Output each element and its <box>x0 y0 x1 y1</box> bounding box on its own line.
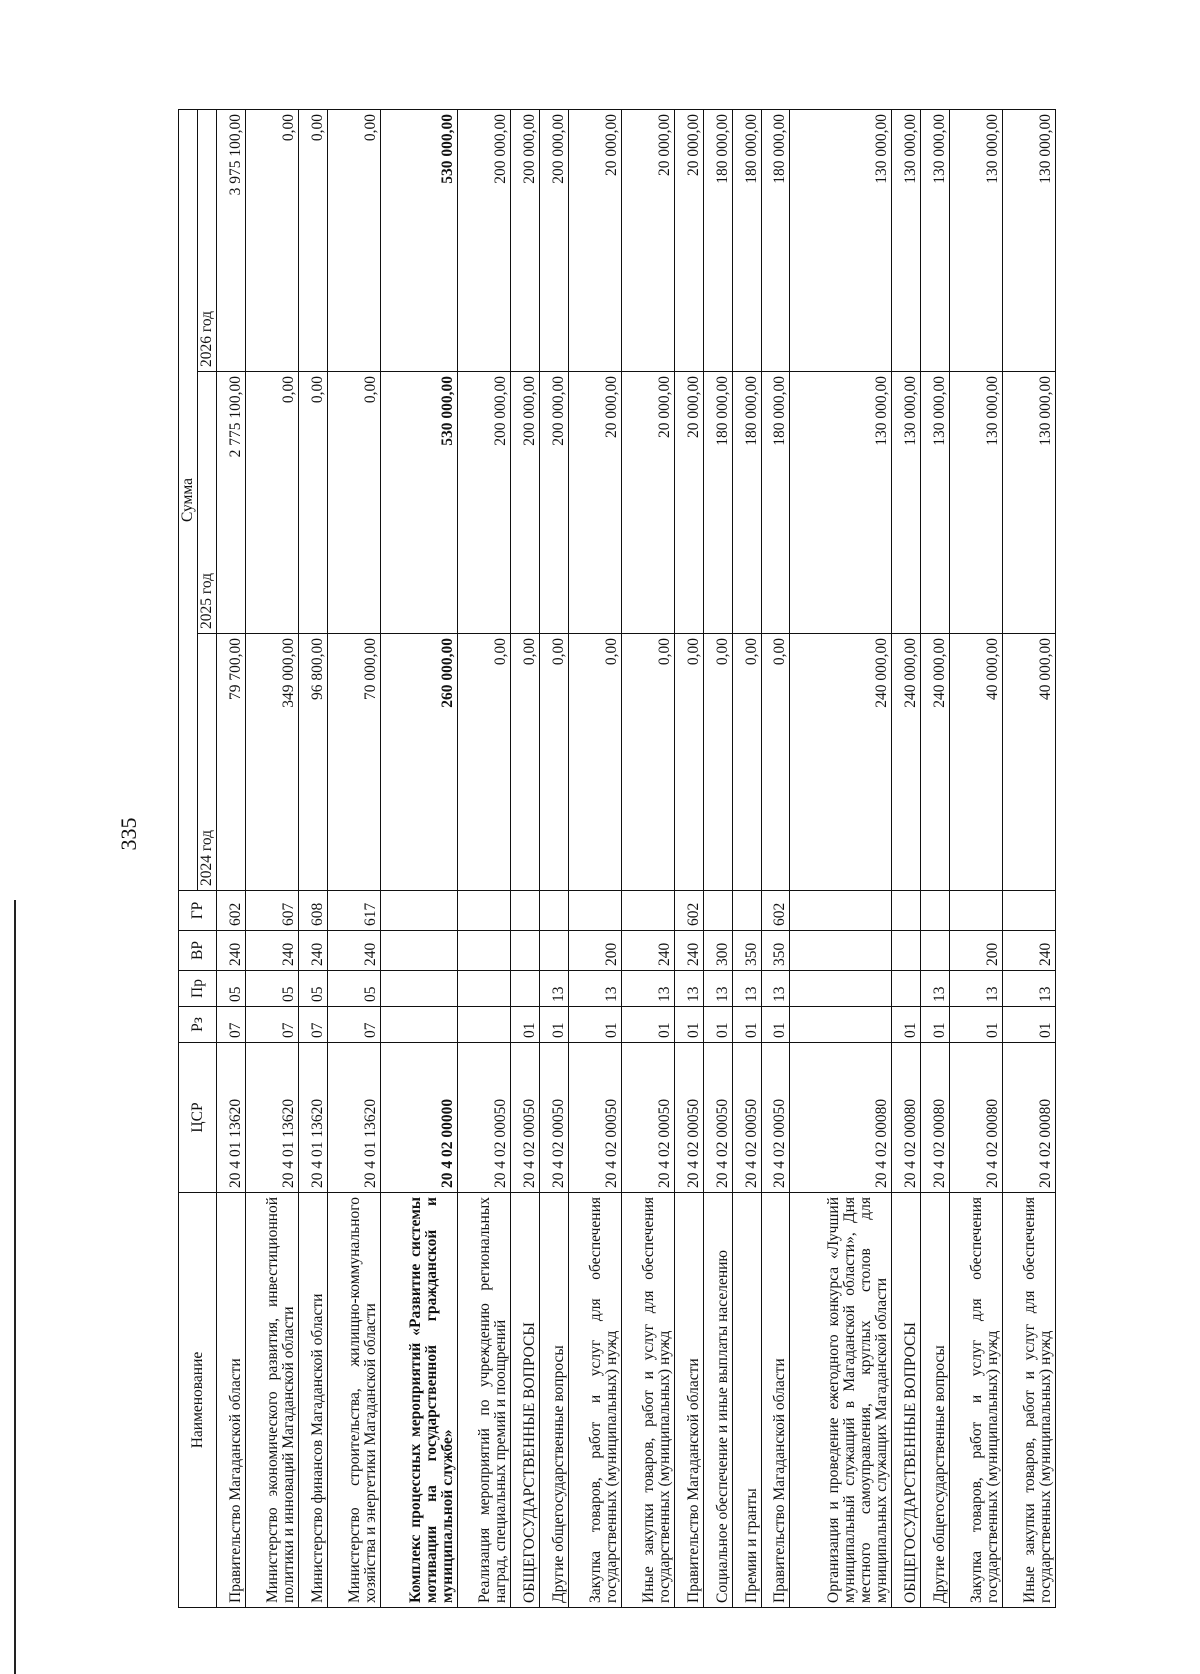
cell-csr: 20 4 01 13620 <box>327 1043 380 1193</box>
cell-csr: 20 4 02 00050 <box>732 1043 761 1193</box>
cell-pr: 13 <box>732 971 761 1007</box>
cell-pr: 13 <box>540 971 569 1007</box>
table-row <box>920 109 949 1607</box>
cell-name: ОБЩЕГОСУДАРСТВЕННЫЕ ВОПРОСЫ <box>511 1193 540 1608</box>
cell-y2024: 240 000,00 <box>790 634 892 891</box>
table-row <box>458 109 511 1607</box>
cell-y2026: 130 000,00 <box>790 109 892 371</box>
cell-gr: 602 <box>761 891 790 931</box>
cell-vr: 240 <box>327 931 380 971</box>
cell-gr <box>920 891 949 931</box>
table-row <box>790 109 892 1607</box>
cell-y2024: 0,00 <box>540 634 569 891</box>
cell-y2025: 0,00 <box>245 372 298 634</box>
cell-y2025: 200 000,00 <box>458 372 511 634</box>
cell-pr <box>891 971 920 1007</box>
cell-y2026: 200 000,00 <box>540 109 569 371</box>
cell-y2025: 180 000,00 <box>732 372 761 634</box>
cell-rz <box>380 1007 457 1043</box>
binding-edge-line <box>14 900 16 1674</box>
cell-y2026: 200 000,00 <box>511 109 540 371</box>
cell-gr: 602 <box>675 891 704 931</box>
cell-y2024: 0,00 <box>458 634 511 891</box>
cell-csr: 20 4 02 00050 <box>675 1043 704 1193</box>
cell-vr <box>790 931 892 971</box>
cell-name: Министерство строительства, жилищно-коммунального хозяйства и энергетики Магаданской области <box>327 1193 380 1608</box>
header-2026: 2026 год <box>198 109 217 371</box>
cell-csr: 20 4 01 13620 <box>245 1043 298 1193</box>
cell-csr: 20 4 02 00050 <box>761 1043 790 1193</box>
cell-y2025: 130 000,00 <box>1002 372 1055 634</box>
cell-name: Министерство экономического развития, инвестиционной политики и инноваций Магаданской области <box>245 1193 298 1608</box>
cell-vr <box>540 931 569 971</box>
cell-rz: 07 <box>298 1007 327 1043</box>
cell-y2026: 0,00 <box>245 109 298 371</box>
table-row <box>568 109 621 1607</box>
cell-gr: 602 <box>217 891 246 931</box>
cell-y2025: 180 000,00 <box>703 372 732 634</box>
cell-rz: 01 <box>761 1007 790 1043</box>
cell-name: Закупка товаров, работ и услуг для обеспечения государственных (муниципальных) нужд <box>949 1193 1002 1608</box>
cell-csr: 20 4 02 00080 <box>920 1043 949 1193</box>
cell-csr: 20 4 01 13620 <box>217 1043 246 1193</box>
header-gr: ГР <box>179 891 217 931</box>
cell-gr <box>949 891 1002 931</box>
cell-y2024: 349 000,00 <box>245 634 298 891</box>
cell-rz <box>790 1007 892 1043</box>
cell-y2024: 0,00 <box>622 634 675 891</box>
cell-vr: 200 <box>949 931 1002 971</box>
cell-gr <box>790 891 892 931</box>
cell-csr: 20 4 01 13620 <box>298 1043 327 1193</box>
cell-pr <box>511 971 540 1007</box>
cell-name: Закупка товаров, работ и услуг для обеспечения государственных (муниципальных) нужд <box>568 1193 621 1608</box>
cell-rz: 01 <box>920 1007 949 1043</box>
cell-name: Реализация мероприятий по учреждению региональных наград, специальных премий и поощрений <box>458 1193 511 1608</box>
cell-y2026: 200 000,00 <box>458 109 511 371</box>
cell-pr: 05 <box>217 971 246 1007</box>
table-row <box>949 109 1002 1607</box>
cell-name: Социальное обеспечение и иные выплаты населению <box>703 1193 732 1608</box>
cell-y2026: 180 000,00 <box>703 109 732 371</box>
cell-y2025: 200 000,00 <box>540 372 569 634</box>
cell-y2024: 240 000,00 <box>920 634 949 891</box>
cell-y2026: 530 000,00 <box>380 109 457 371</box>
cell-pr: 13 <box>675 971 704 1007</box>
cell-name: Министерство финансов Магаданской области <box>298 1193 327 1608</box>
cell-y2026: 0,00 <box>298 109 327 371</box>
cell-rz: 01 <box>511 1007 540 1043</box>
cell-y2025: 130 000,00 <box>891 372 920 634</box>
table-row <box>298 109 327 1607</box>
cell-csr: 20 4 02 00050 <box>568 1043 621 1193</box>
table-row <box>891 109 920 1607</box>
cell-rz: 01 <box>891 1007 920 1043</box>
cell-y2026: 20 000,00 <box>675 109 704 371</box>
table-row <box>217 109 246 1607</box>
cell-y2026: 130 000,00 <box>949 109 1002 371</box>
cell-y2024: 0,00 <box>732 634 761 891</box>
header-name: Наименование <box>179 1193 217 1608</box>
cell-y2026: 130 000,00 <box>891 109 920 371</box>
cell-y2024: 40 000,00 <box>949 634 1002 891</box>
cell-name: ОБЩЕГОСУДАРСТВЕННЫЕ ВОПРОСЫ <box>891 1193 920 1608</box>
cell-y2025: 20 000,00 <box>568 372 621 634</box>
cell-rz: 01 <box>732 1007 761 1043</box>
cell-vr: 240 <box>298 931 327 971</box>
cell-y2024: 0,00 <box>761 634 790 891</box>
cell-vr: 200 <box>568 931 621 971</box>
cell-y2026: 180 000,00 <box>732 109 761 371</box>
table-header-row <box>179 109 198 1607</box>
table-row <box>675 109 704 1607</box>
cell-y2026: 180 000,00 <box>761 109 790 371</box>
cell-rz: 01 <box>568 1007 621 1043</box>
cell-gr: 617 <box>327 891 380 931</box>
cell-vr: 240 <box>245 931 298 971</box>
cell-pr <box>380 971 457 1007</box>
cell-pr: 13 <box>622 971 675 1007</box>
cell-gr <box>622 891 675 931</box>
cell-y2025: 130 000,00 <box>949 372 1002 634</box>
cell-vr <box>380 931 457 971</box>
cell-csr: 20 4 02 00050 <box>458 1043 511 1193</box>
cell-gr <box>568 891 621 931</box>
budget-table <box>178 109 1056 1608</box>
cell-y2025: 2 775 100,00 <box>217 372 246 634</box>
header-rz: Рз <box>179 1007 217 1043</box>
cell-pr: 13 <box>949 971 1002 1007</box>
cell-gr <box>458 891 511 931</box>
table-row <box>380 109 457 1607</box>
cell-csr: 20 4 02 00080 <box>891 1043 920 1193</box>
cell-y2026: 0,00 <box>327 109 380 371</box>
budget-table-container <box>178 110 1056 1608</box>
cell-y2026: 20 000,00 <box>622 109 675 371</box>
cell-y2026: 3 975 100,00 <box>217 109 246 371</box>
cell-pr: 13 <box>761 971 790 1007</box>
cell-y2024: 0,00 <box>511 634 540 891</box>
table-row <box>732 109 761 1607</box>
header-2024: 2024 год <box>198 634 217 891</box>
cell-name: Другие общегосударственные вопросы <box>540 1193 569 1608</box>
cell-y2025: 130 000,00 <box>920 372 949 634</box>
table-row <box>245 109 298 1607</box>
cell-gr <box>891 891 920 931</box>
cell-y2024: 40 000,00 <box>1002 634 1055 891</box>
cell-csr: 20 4 02 00050 <box>540 1043 569 1193</box>
cell-y2025: 20 000,00 <box>622 372 675 634</box>
table-row <box>511 109 540 1607</box>
cell-vr <box>891 931 920 971</box>
header-pr: Пр <box>179 971 217 1007</box>
cell-y2024: 96 800,00 <box>298 634 327 891</box>
cell-gr: 607 <box>245 891 298 931</box>
header-csr: ЦСР <box>179 1043 217 1193</box>
cell-y2024: 240 000,00 <box>891 634 920 891</box>
cell-gr <box>540 891 569 931</box>
cell-vr: 350 <box>732 931 761 971</box>
header-2025: 2025 год <box>198 372 217 634</box>
cell-csr: 20 4 02 00050 <box>622 1043 675 1193</box>
cell-vr: 350 <box>761 931 790 971</box>
table-row <box>622 109 675 1607</box>
cell-name: Иные закупки товаров, работ и услуг для обеспечения государственных (муниципальных) нужд <box>622 1193 675 1608</box>
header-sum: Сумма <box>179 109 198 890</box>
cell-y2024: 260 000,00 <box>380 634 457 891</box>
page-number: 335 <box>116 817 141 851</box>
table-row <box>703 109 732 1607</box>
cell-name: Другие общегосударственные вопросы <box>920 1193 949 1608</box>
cell-csr: 20 4 02 00080 <box>790 1043 892 1193</box>
table-body <box>217 109 1056 1607</box>
cell-csr: 20 4 02 00080 <box>1002 1043 1055 1193</box>
cell-rz <box>458 1007 511 1043</box>
cell-rz: 01 <box>540 1007 569 1043</box>
cell-y2024: 70 000,00 <box>327 634 380 891</box>
cell-rz: 01 <box>675 1007 704 1043</box>
cell-vr: 240 <box>1002 931 1055 971</box>
cell-gr <box>511 891 540 931</box>
cell-pr: 05 <box>327 971 380 1007</box>
cell-y2025: 200 000,00 <box>511 372 540 634</box>
cell-pr: 13 <box>568 971 621 1007</box>
cell-name: Комплекс процессных мероприятий «Развитие системы мотивации на государственной гражданской и муниципальной службе» <box>380 1193 457 1608</box>
cell-vr: 300 <box>703 931 732 971</box>
cell-y2025: 530 000,00 <box>380 372 457 634</box>
cell-y2026: 20 000,00 <box>568 109 621 371</box>
cell-y2025: 20 000,00 <box>675 372 704 634</box>
cell-y2024: 79 700,00 <box>217 634 246 891</box>
cell-y2025: 0,00 <box>327 372 380 634</box>
cell-pr <box>458 971 511 1007</box>
cell-vr <box>920 931 949 971</box>
cell-pr <box>790 971 892 1007</box>
cell-pr: 05 <box>298 971 327 1007</box>
cell-name: Премии и гранты <box>732 1193 761 1608</box>
cell-gr <box>732 891 761 931</box>
cell-rz: 01 <box>622 1007 675 1043</box>
table-row <box>761 109 790 1607</box>
cell-y2024: 0,00 <box>703 634 732 891</box>
cell-pr: 13 <box>1002 971 1055 1007</box>
table-row <box>540 109 569 1607</box>
cell-vr <box>458 931 511 971</box>
cell-pr: 13 <box>920 971 949 1007</box>
cell-csr: 20 4 02 00050 <box>511 1043 540 1193</box>
cell-y2025: 0,00 <box>298 372 327 634</box>
cell-y2025: 180 000,00 <box>761 372 790 634</box>
cell-csr: 20 4 02 00050 <box>703 1043 732 1193</box>
cell-csr: 20 4 02 00080 <box>949 1043 1002 1193</box>
cell-name: Правительство Магаданской области <box>761 1193 790 1608</box>
cell-rz: 01 <box>1002 1007 1055 1043</box>
cell-vr: 240 <box>675 931 704 971</box>
cell-rz: 01 <box>703 1007 732 1043</box>
cell-rz: 07 <box>217 1007 246 1043</box>
cell-rz: 07 <box>327 1007 380 1043</box>
cell-pr: 13 <box>703 971 732 1007</box>
cell-name: Правительство Магаданской области <box>217 1193 246 1608</box>
cell-y2024: 0,00 <box>675 634 704 891</box>
table-row <box>1002 109 1055 1607</box>
header-vr: ВР <box>179 931 217 971</box>
cell-rz: 01 <box>949 1007 1002 1043</box>
cell-y2025: 130 000,00 <box>790 372 892 634</box>
cell-pr: 05 <box>245 971 298 1007</box>
cell-y2026: 130 000,00 <box>1002 109 1055 371</box>
cell-gr <box>1002 891 1055 931</box>
cell-rz: 07 <box>245 1007 298 1043</box>
cell-vr: 240 <box>622 931 675 971</box>
cell-y2026: 130 000,00 <box>920 109 949 371</box>
cell-name: Иные закупки товаров, работ и услуг для обеспечения государственных (муниципальных) нужд <box>1002 1193 1055 1608</box>
cell-csr: 20 4 02 00000 <box>380 1043 457 1193</box>
cell-vr: 240 <box>217 931 246 971</box>
table-row <box>327 109 380 1607</box>
cell-y2024: 0,00 <box>568 634 621 891</box>
cell-gr: 608 <box>298 891 327 931</box>
cell-name: Организация и проведение ежегодного конкурса «Лучший муниципальный служащий в Магаданской области», Дня местного самоуправления, круглых столов для муниципальных служащих Магаданской области <box>790 1193 892 1608</box>
cell-vr <box>511 931 540 971</box>
cell-gr <box>703 891 732 931</box>
cell-name: Правительство Магаданской области <box>675 1193 704 1608</box>
cell-gr <box>380 891 457 931</box>
